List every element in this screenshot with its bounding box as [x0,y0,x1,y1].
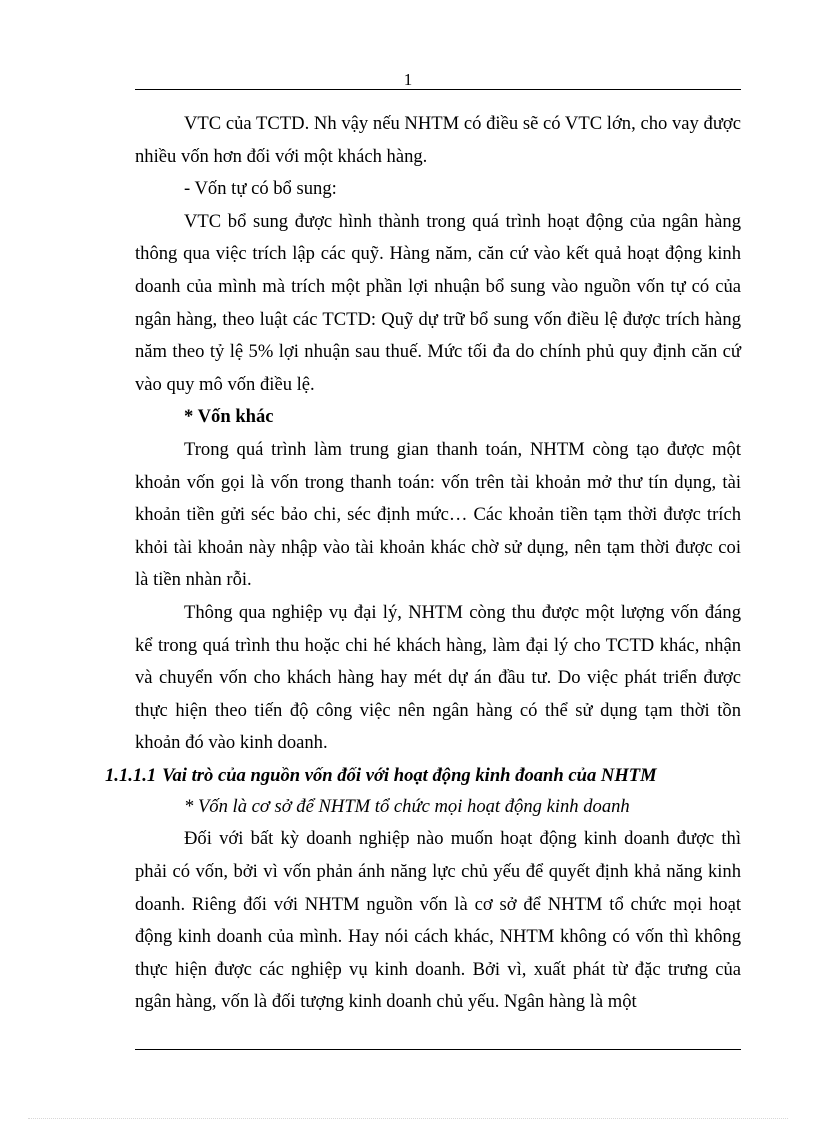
paragraph-vtc-bo-sung: VTC bổ sung được hình thành trong quá trình hoạt động của ngân hàng thông qua việc trích lập các quỹ. Hàng năm, căn cứ vào kết quả hoạt động kinh doanh của mình mà trích một phần lợi nhuận bổ sung vào nguồn vốn tự có của ngân hàng, theo luật các TCTD: Quỹ dự trữ bổ sung vốn điều lệ được trích hàng năm theo tỷ lệ 5% lợi nhuận sau thuế. Mức tối đa do chính phủ quy định căn cứ vào quy mô vốn điều lệ. [135,210,741,395]
paragraph-von-thanh-toan: Trong quá trình làm trung gian thanh toán, NHTM còng tạo được một khoản vốn gọi là vốn trong thanh toán: vốn trên tài khoản mở thư tín dụng, tài khoản tiền gửi séc bảo chi, séc định mức… Các khoản tiền tạm thời được trích khỏi tài khoản này nhập vào tài khoản khác chờ sử dụng, nên tạm thời được coi là tiền nhàn rỗi. [135,438,741,591]
header-rule [135,89,741,90]
paragraph-dai-ly: Thông qua nghiệp vụ đại lý, NHTM còng thu được một lượng vốn đáng kể trong quá trình thu hoặc chi hé khách hàng, làm đại lý cho TCTD khác, nhận và chuyển vốn cho khách hàng hay mét dự án đầu tư. Do việc phát triển được thực hiện theo tiến độ công việc nên ngân hàng có thể sử dụng tạm thời tồn khoản đó vào kinh doanh. [135,601,741,754]
list-item-von-tu-co-bo-sung: - Vốn tự có bổ sung: [184,178,337,200]
page-bottom-edge [28,1118,788,1119]
subheading-von-khac: * Vốn khác [184,406,274,428]
section-heading [105,760,741,791]
subsection-lead: * Vốn là cơ sở để NHTM tổ chức mọi hoạt động kinh doanh [184,795,630,817]
paragraph-vtc-intro: VTC của TCTD. Nh vậy nếu NHTM có điều sẽ có VTC lớn, cho vay được nhiều vốn hơn đối với một khách hàng. [135,113,741,167]
paragraph-vai-tro: Đối với bất kỳ doanh nghiệp nào muốn hoạt động kinh doanh được thì phải có vốn, bởi vì vốn phản ánh năng lực chủ yếu để quyết định khả năng kinh doanh. Riêng đối với NHTM nguồn vốn là cơ sở để NHTM tổ chức mọi hoạt động kinh doanh của mình. Hay nói cách khác, NHTM không có vốn thì không thực hiện được các nghiệp vụ kinh doanh. Bởi vì, xuất phát từ đặc trưng của ngân hàng, vốn là đối tượng kinh doanh chủ yếu. Ngân hàng là một [135,828,741,1013]
section-title: Vai trò của nguồn vốn đối với hoạt động kinh đoanh của NHTM [162,764,657,786]
document-body [105,108,741,1019]
page-number: 1 [403,70,413,89]
footer-rule [135,1049,741,1050]
section-number: 1.1.1.1 [105,764,157,786]
